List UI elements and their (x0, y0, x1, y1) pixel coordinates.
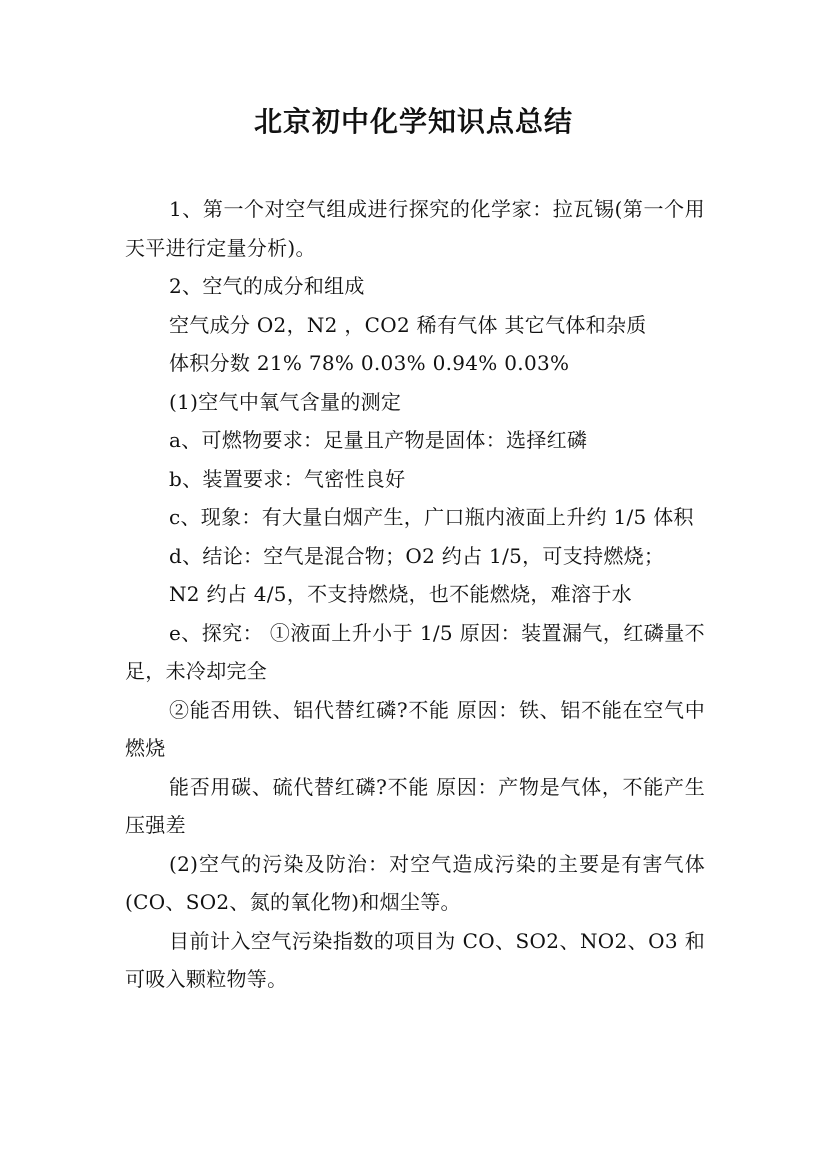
paragraph-2: 2、空气的成分和组成 (169, 274, 365, 298)
document-body (125, 190, 705, 999)
paragraph-4: 体积分数 21% 78% 0.03% 0.94% 0.03% (169, 351, 570, 375)
paragraph-6: a、可燃物要求：足量且产物是固体：选择红磷 (169, 428, 588, 452)
paragraph-14: (2)空气的污染及防治：对空气造成污染的主要是有害气体(CO、SO2、氮的氧化物)和烟尘等。 (125, 851, 705, 914)
paragraph-13: 能否用碳、硫代替红磷?不能 原因：产物是气体，不能产生压强差 (125, 774, 705, 837)
paragraph-5: (1)空气中氧气含量的测定 (169, 389, 402, 414)
paragraph-1: 1、第一个对空气组成进行探究的化学家：拉瓦锡(第一个用天平进行定量分析)。 (125, 197, 705, 260)
paragraph-15: 目前计入空气污染指数的项目为 CO、SO2、NO2、O3 和可吸入颗粒物等。 (125, 928, 705, 991)
paragraph-12: ②能否用铁、铝代替红磷?不能 原因：铁、铝不能在空气中燃烧 (125, 697, 705, 760)
paragraph-11: e、探究： ①液面上升小于 1/5 原因：装置漏气，红磷量不足，未冷却完全 (125, 620, 705, 683)
paragraph-8: c、现象：有大量白烟产生，广口瓶内液面上升约 1/5 体积 (169, 505, 694, 529)
page-title: 北京初中化学知识点总结 (253, 105, 573, 138)
paragraph-7: b、装置要求：气密性良好 (169, 466, 406, 491)
paragraph-3: 空气成分 O2，N2 ，CO2 稀有气体 其它气体和杂质 (169, 312, 647, 337)
paragraph-10: N2 约占 4/5，不支持燃烧，也不能燃烧，难溶于水 (169, 582, 632, 606)
paragraph-9: d、结论：空气是混合物；O2 约占 1/5，可支持燃烧； (169, 543, 665, 568)
